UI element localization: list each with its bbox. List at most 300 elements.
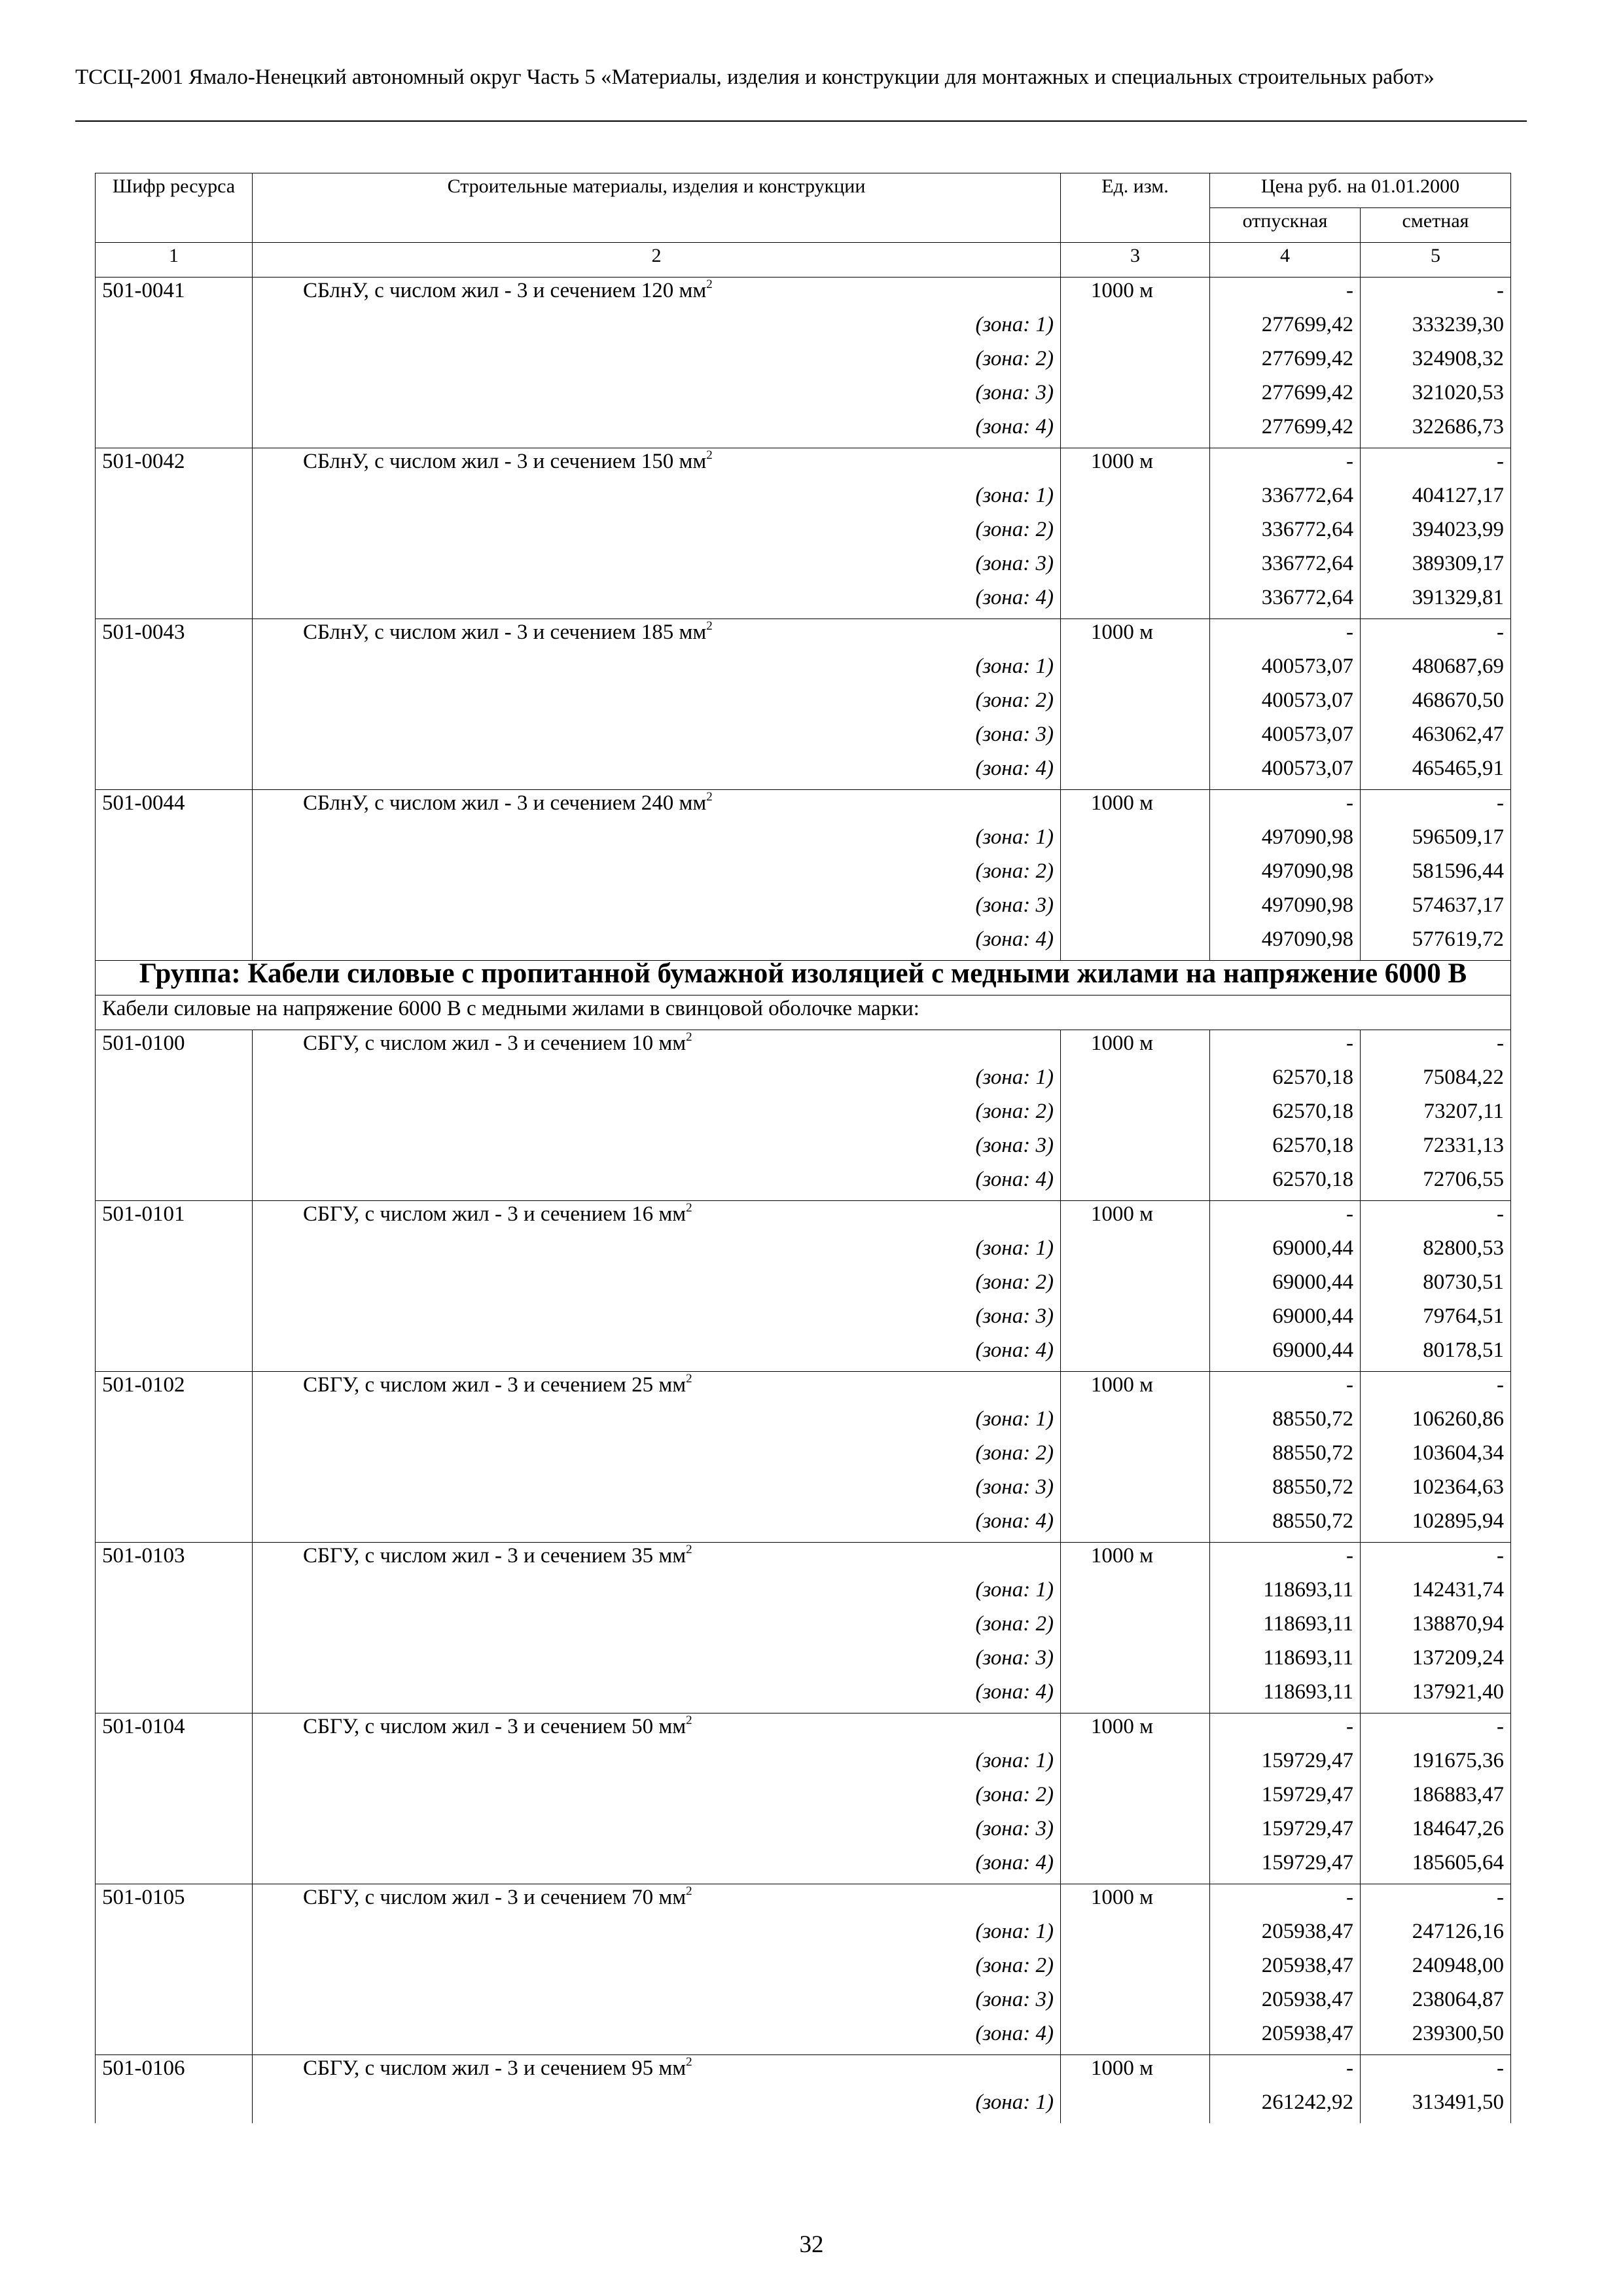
zone-row <box>96 1303 1511 1337</box>
empty-cell <box>1061 1679 1210 1713</box>
group-title: Группа: Кабели силовые с пропитанной бумажной изоляцией с медными жилами на напряжение 6000 В <box>96 961 1511 996</box>
estimate-price: 185605,64 <box>1361 1850 1511 1884</box>
zone-row <box>96 1440 1511 1474</box>
header-release: отпускная <box>1210 208 1361 243</box>
zone-label: (зона: 2) <box>253 1611 1061 1645</box>
empty-cell <box>96 1440 253 1474</box>
item-name-text: СБГУ, с числом жил - 3 и сечением 95 мм <box>303 2056 687 2080</box>
empty-cell <box>96 1782 253 1816</box>
item-name-text: СБГУ, с числом жил - 3 и сечением 50 мм <box>303 1715 687 1738</box>
zone-row <box>96 1986 1511 2020</box>
zone-row <box>96 380 1511 414</box>
zone-label: (зона: 3) <box>253 1303 1061 1337</box>
empty-cell <box>96 1098 253 1132</box>
release-price: - <box>1210 2055 1361 2090</box>
estimate-price: 596509,17 <box>1361 824 1511 858</box>
release-price: 88550,72 <box>1210 1440 1361 1474</box>
release-price: 88550,72 <box>1210 1508 1361 1543</box>
empty-cell <box>96 414 253 448</box>
item-name-text: СБГУ, с числом жил - 3 и сечением 25 мм <box>303 1373 687 1397</box>
empty-cell <box>1061 1748 1210 1782</box>
estimate-price: 581596,44 <box>1361 858 1511 892</box>
resource-code: 501-0043 <box>96 619 253 654</box>
release-price: 159729,47 <box>1210 1748 1361 1782</box>
empty-cell <box>1061 858 1210 892</box>
unit-cell: 1000 м <box>1061 1201 1210 1236</box>
release-price: - <box>1210 1201 1361 1236</box>
item-name-text: СБГУ, с числом жил - 3 и сечением 35 мм <box>303 1544 687 1568</box>
estimate-price: 577619,72 <box>1361 926 1511 961</box>
release-price: 497090,98 <box>1210 892 1361 926</box>
empty-cell <box>1061 1850 1210 1884</box>
estimate-price: 73207,11 <box>1361 1098 1511 1132</box>
empty-cell <box>1061 721 1210 755</box>
empty-cell <box>1061 653 1210 687</box>
empty-cell <box>96 892 253 926</box>
zone-label: (зона: 3) <box>253 1132 1061 1166</box>
empty-cell <box>1061 1645 1210 1679</box>
release-price: 261242,92 <box>1210 2089 1361 2123</box>
empty-cell <box>1061 312 1210 346</box>
item-row <box>96 1713 1511 1748</box>
zone-label: (зона: 4) <box>253 414 1061 448</box>
zone-label: (зона: 2) <box>253 858 1061 892</box>
estimate-price: 389309,17 <box>1361 550 1511 584</box>
item-name-superscript: 2 <box>686 1713 692 1727</box>
empty-cell <box>1061 1132 1210 1166</box>
estimate-price: - <box>1361 2055 1511 2090</box>
empty-cell <box>96 1337 253 1372</box>
price-table <box>95 173 1511 2123</box>
item-name-superscript: 2 <box>686 1201 692 1215</box>
zone-row <box>96 926 1511 961</box>
estimate-price: - <box>1361 1884 1511 1919</box>
release-price: 400573,07 <box>1210 653 1361 687</box>
price-table-body <box>96 173 1511 2124</box>
estimate-price: 313491,50 <box>1361 2089 1511 2123</box>
item-name-text: СБГУ, с числом жил - 3 и сечением 16 мм <box>303 1202 687 1226</box>
empty-cell <box>96 687 253 721</box>
estimate-price: 75084,22 <box>1361 1064 1511 1098</box>
empty-cell <box>1061 1166 1210 1201</box>
unit-cell: 1000 м <box>1061 2055 1210 2090</box>
zone-row <box>96 1166 1511 1201</box>
estimate-price: - <box>1361 790 1511 825</box>
estimate-price: 240948,00 <box>1361 1952 1511 1986</box>
release-price: 118693,11 <box>1210 1611 1361 1645</box>
release-price: 205938,47 <box>1210 2020 1361 2055</box>
resource-code: 501-0105 <box>96 1884 253 1919</box>
empty-cell <box>1061 1098 1210 1132</box>
empty-cell <box>96 1474 253 1508</box>
estimate-price: 102364,63 <box>1361 1474 1511 1508</box>
item-row <box>96 278 1511 312</box>
estimate-price: 480687,69 <box>1361 653 1511 687</box>
item-name-superscript: 2 <box>686 1543 692 1556</box>
release-price: - <box>1210 1884 1361 1919</box>
header-price-group: Цена руб. на 01.01.2000 <box>1210 173 1511 208</box>
empty-cell <box>1061 516 1210 550</box>
header-name: Строительные материалы, изделия и конструкции <box>253 173 1061 243</box>
zone-label: (зона: 2) <box>253 1269 1061 1303</box>
unit-cell: 1000 м <box>1061 1372 1210 1407</box>
subgroup-title: Кабели силовые на напряжение 6000 В с медными жилами в свинцовой оболочке марки: <box>96 996 1511 1030</box>
release-price: 159729,47 <box>1210 1850 1361 1884</box>
zone-row <box>96 2020 1511 2055</box>
zone-row <box>96 2089 1511 2123</box>
empty-cell <box>1061 687 1210 721</box>
zone-row <box>96 653 1511 687</box>
zone-row <box>96 1132 1511 1166</box>
estimate-price: 247126,16 <box>1361 1918 1511 1952</box>
estimate-price: 468670,50 <box>1361 687 1511 721</box>
estimate-price: - <box>1361 1713 1511 1748</box>
empty-cell <box>1061 1440 1210 1474</box>
empty-cell <box>96 653 253 687</box>
empty-cell <box>1061 380 1210 414</box>
zone-row <box>96 1577 1511 1611</box>
page-number: 32 <box>799 2231 824 2258</box>
item-name-superscript: 2 <box>706 448 713 462</box>
unit-cell: 1000 м <box>1061 619 1210 654</box>
release-price: 336772,64 <box>1210 482 1361 516</box>
release-price: - <box>1210 278 1361 312</box>
zone-label: (зона: 3) <box>253 892 1061 926</box>
column-number: 4 <box>1210 243 1361 278</box>
zone-label: (зона: 2) <box>253 516 1061 550</box>
release-price: 336772,64 <box>1210 516 1361 550</box>
empty-cell <box>1061 550 1210 584</box>
resource-code: 501-0041 <box>96 278 253 312</box>
release-price: - <box>1210 619 1361 654</box>
empty-cell <box>96 755 253 790</box>
empty-cell <box>96 721 253 755</box>
zone-row <box>96 1611 1511 1645</box>
estimate-price: 404127,17 <box>1361 482 1511 516</box>
zone-label: (зона: 1) <box>253 653 1061 687</box>
zone-label: (зона: 1) <box>253 1406 1061 1440</box>
empty-cell <box>96 1645 253 1679</box>
zone-row <box>96 824 1511 858</box>
resource-code: 501-0100 <box>96 1030 253 1065</box>
zone-label: (зона: 4) <box>253 2020 1061 2055</box>
estimate-price: 239300,50 <box>1361 2020 1511 2055</box>
estimate-price: 103604,34 <box>1361 1440 1511 1474</box>
release-price: 400573,07 <box>1210 755 1361 790</box>
item-name <box>253 2055 1061 2090</box>
zone-label: (зона: 3) <box>253 380 1061 414</box>
estimate-price: 465465,91 <box>1361 755 1511 790</box>
zone-label: (зона: 3) <box>253 1816 1061 1850</box>
item-name <box>253 790 1061 825</box>
zone-label: (зона: 2) <box>253 1782 1061 1816</box>
item-name-superscript: 2 <box>706 619 713 633</box>
empty-cell <box>96 2089 253 2123</box>
item-name-text: СБГУ, с числом жил - 3 и сечением 10 мм <box>303 1031 687 1055</box>
release-price: 69000,44 <box>1210 1303 1361 1337</box>
release-price: 205938,47 <box>1210 1986 1361 2020</box>
unit-cell: 1000 м <box>1061 1884 1210 1919</box>
empty-cell <box>96 1577 253 1611</box>
zone-label: (зона: 1) <box>253 1748 1061 1782</box>
item-name-text: СБлнУ, с числом жил - 3 и сечением 150 мм <box>303 450 707 473</box>
release-price: 205938,47 <box>1210 1952 1361 1986</box>
empty-cell <box>96 1679 253 1713</box>
release-price: 400573,07 <box>1210 721 1361 755</box>
release-price: 159729,47 <box>1210 1782 1361 1816</box>
zone-label: (зона: 1) <box>253 824 1061 858</box>
empty-cell <box>96 584 253 619</box>
zone-row <box>96 1816 1511 1850</box>
zone-label: (зона: 2) <box>253 1098 1061 1132</box>
item-name-superscript: 2 <box>686 2055 692 2069</box>
empty-cell <box>1061 1611 1210 1645</box>
empty-cell <box>1061 346 1210 380</box>
zone-row <box>96 858 1511 892</box>
zone-label: (зона: 1) <box>253 482 1061 516</box>
estimate-price: 80730,51 <box>1361 1269 1511 1303</box>
zone-row <box>96 755 1511 790</box>
empty-cell <box>96 516 253 550</box>
empty-cell <box>96 1235 253 1269</box>
zone-row <box>96 312 1511 346</box>
empty-cell <box>1061 1303 1210 1337</box>
empty-cell <box>96 380 253 414</box>
item-name-superscript: 2 <box>706 278 713 291</box>
release-price: - <box>1210 1543 1361 1577</box>
subgroup-row <box>96 996 1511 1030</box>
release-price: 118693,11 <box>1210 1577 1361 1611</box>
release-price: 88550,72 <box>1210 1406 1361 1440</box>
empty-cell <box>96 1508 253 1543</box>
item-name-superscript: 2 <box>686 1030 692 1044</box>
empty-cell <box>96 1952 253 1986</box>
item-row <box>96 2055 1511 2090</box>
empty-cell <box>1061 1474 1210 1508</box>
empty-cell <box>1061 1816 1210 1850</box>
empty-cell <box>1061 1782 1210 1816</box>
estimate-price: 574637,17 <box>1361 892 1511 926</box>
zone-row <box>96 1269 1511 1303</box>
unit-cell: 1000 м <box>1061 1713 1210 1748</box>
release-price: - <box>1210 1030 1361 1065</box>
release-price: 62570,18 <box>1210 1098 1361 1132</box>
estimate-price: 191675,36 <box>1361 1748 1511 1782</box>
empty-cell <box>1061 1337 1210 1372</box>
zone-label: (зона: 3) <box>253 1986 1061 2020</box>
empty-cell <box>96 1303 253 1337</box>
item-row <box>96 1201 1511 1236</box>
empty-cell <box>96 312 253 346</box>
release-price: 336772,64 <box>1210 584 1361 619</box>
zone-label: (зона: 2) <box>253 1440 1061 1474</box>
empty-cell <box>96 1918 253 1952</box>
release-price: 336772,64 <box>1210 550 1361 584</box>
empty-cell <box>96 1986 253 2020</box>
empty-cell <box>1061 892 1210 926</box>
item-name-text: СБлнУ, с числом жил - 3 и сечением 120 мм <box>303 279 707 302</box>
resource-code: 501-0042 <box>96 448 253 483</box>
resource-code: 501-0103 <box>96 1543 253 1577</box>
estimate-price: 72331,13 <box>1361 1132 1511 1166</box>
item-name <box>253 1543 1061 1577</box>
estimate-price: 80178,51 <box>1361 1337 1511 1372</box>
estimate-price: - <box>1361 1372 1511 1407</box>
release-price: 400573,07 <box>1210 687 1361 721</box>
zone-label: (зона: 4) <box>253 1850 1061 1884</box>
item-name <box>253 1884 1061 1919</box>
zone-row <box>96 1235 1511 1269</box>
release-price: 62570,18 <box>1210 1064 1361 1098</box>
page-header: ТССЦ-2001 Ямало-Ненецкий автономный округ Часть 5 «Материалы, изделия и конструкции для монтажных и специальных строительных работ» <box>75 65 1435 89</box>
item-name-superscript: 2 <box>706 790 713 804</box>
release-price: 62570,18 <box>1210 1166 1361 1201</box>
empty-cell <box>96 1406 253 1440</box>
item-name-text: СБлнУ, с числом жил - 3 и сечением 185 мм <box>303 620 707 644</box>
estimate-price: 137209,24 <box>1361 1645 1511 1679</box>
empty-cell <box>96 1611 253 1645</box>
item-name <box>253 1713 1061 1748</box>
column-number-row <box>96 243 1511 278</box>
empty-cell <box>96 858 253 892</box>
group-row <box>96 961 1511 996</box>
estimate-price: - <box>1361 1201 1511 1236</box>
estimate-price: 321020,53 <box>1361 380 1511 414</box>
item-name <box>253 278 1061 312</box>
zone-label: (зона: 1) <box>253 2089 1061 2123</box>
empty-cell <box>96 1748 253 1782</box>
zone-label: (зона: 4) <box>253 1337 1061 1372</box>
release-price: 69000,44 <box>1210 1235 1361 1269</box>
column-number: 1 <box>96 243 253 278</box>
empty-cell <box>96 1132 253 1166</box>
unit-cell: 1000 м <box>1061 278 1210 312</box>
estimate-price: 72706,55 <box>1361 1166 1511 1201</box>
resource-code: 501-0101 <box>96 1201 253 1236</box>
zone-label: (зона: 4) <box>253 1166 1061 1201</box>
empty-cell <box>96 824 253 858</box>
estimate-price: 102895,94 <box>1361 1508 1511 1543</box>
item-name <box>253 1201 1061 1236</box>
empty-cell <box>1061 1577 1210 1611</box>
zone-row <box>96 584 1511 619</box>
header-rule <box>75 120 1527 122</box>
zone-label: (зона: 3) <box>253 1645 1061 1679</box>
empty-cell <box>1061 755 1210 790</box>
item-name-superscript: 2 <box>686 1884 692 1898</box>
empty-cell <box>96 1064 253 1098</box>
item-name-text: СБГУ, с числом жил - 3 и сечением 70 мм <box>303 1886 687 1909</box>
release-price: 497090,98 <box>1210 926 1361 961</box>
zone-row <box>96 721 1511 755</box>
zone-row <box>96 550 1511 584</box>
header-code: Шифр ресурса <box>96 173 253 243</box>
zone-label: (зона: 2) <box>253 1952 1061 1986</box>
zone-row <box>96 687 1511 721</box>
resource-code: 501-0044 <box>96 790 253 825</box>
zone-row <box>96 482 1511 516</box>
empty-cell <box>96 482 253 516</box>
zone-row <box>96 414 1511 448</box>
item-row <box>96 1884 1511 1919</box>
estimate-price: 184647,26 <box>1361 1816 1511 1850</box>
release-price: 497090,98 <box>1210 824 1361 858</box>
item-row <box>96 448 1511 483</box>
unit-cell: 1000 м <box>1061 790 1210 825</box>
item-row <box>96 1030 1511 1065</box>
resource-code: 501-0106 <box>96 2055 253 2090</box>
release-price: 69000,44 <box>1210 1337 1361 1372</box>
release-price: 118693,11 <box>1210 1679 1361 1713</box>
release-price: 497090,98 <box>1210 858 1361 892</box>
release-price: 277699,42 <box>1210 312 1361 346</box>
resource-code: 501-0104 <box>96 1713 253 1748</box>
zone-row <box>96 1337 1511 1372</box>
zone-row <box>96 1850 1511 1884</box>
item-name-superscript: 2 <box>686 1372 692 1386</box>
release-price: - <box>1210 1372 1361 1407</box>
estimate-price: 138870,94 <box>1361 1611 1511 1645</box>
item-name <box>253 448 1061 483</box>
empty-cell <box>96 346 253 380</box>
release-price: - <box>1210 448 1361 483</box>
release-price: 205938,47 <box>1210 1918 1361 1952</box>
release-price: 69000,44 <box>1210 1269 1361 1303</box>
estimate-price: 186883,47 <box>1361 1782 1511 1816</box>
release-price: 277699,42 <box>1210 346 1361 380</box>
empty-cell <box>1061 1269 1210 1303</box>
estimate-price: 333239,30 <box>1361 312 1511 346</box>
table-header-row <box>96 173 1511 208</box>
empty-cell <box>1061 482 1210 516</box>
column-number: 2 <box>253 243 1061 278</box>
item-name <box>253 619 1061 654</box>
column-number: 3 <box>1061 243 1210 278</box>
estimate-price: - <box>1361 1543 1511 1577</box>
zone-row <box>96 1918 1511 1952</box>
header-estimate: сметная <box>1361 208 1511 243</box>
zone-row <box>96 892 1511 926</box>
release-price: 159729,47 <box>1210 1816 1361 1850</box>
estimate-price: - <box>1361 448 1511 483</box>
estimate-price: - <box>1361 1030 1511 1065</box>
empty-cell <box>1061 1235 1210 1269</box>
zone-row <box>96 1508 1511 1543</box>
zone-label: (зона: 4) <box>253 755 1061 790</box>
empty-cell <box>96 1269 253 1303</box>
zone-row <box>96 1406 1511 1440</box>
estimate-price: 238064,87 <box>1361 1986 1511 2020</box>
estimate-price: 79764,51 <box>1361 1303 1511 1337</box>
zone-row <box>96 1064 1511 1098</box>
empty-cell <box>1061 926 1210 961</box>
empty-cell <box>1061 414 1210 448</box>
estimate-price: 322686,73 <box>1361 414 1511 448</box>
zone-label: (зона: 1) <box>253 1235 1061 1269</box>
item-row <box>96 1543 1511 1577</box>
release-price: - <box>1210 1713 1361 1748</box>
item-name-text: СБлнУ, с числом жил - 3 и сечением 240 мм <box>303 791 707 815</box>
empty-cell <box>1061 584 1210 619</box>
release-price: 62570,18 <box>1210 1132 1361 1166</box>
item-row <box>96 619 1511 654</box>
unit-cell: 1000 м <box>1061 1030 1210 1065</box>
item-row <box>96 790 1511 825</box>
header-unit: Ед. изм. <box>1061 173 1210 243</box>
empty-cell <box>1061 1064 1210 1098</box>
estimate-price: 82800,53 <box>1361 1235 1511 1269</box>
estimate-price: - <box>1361 619 1511 654</box>
